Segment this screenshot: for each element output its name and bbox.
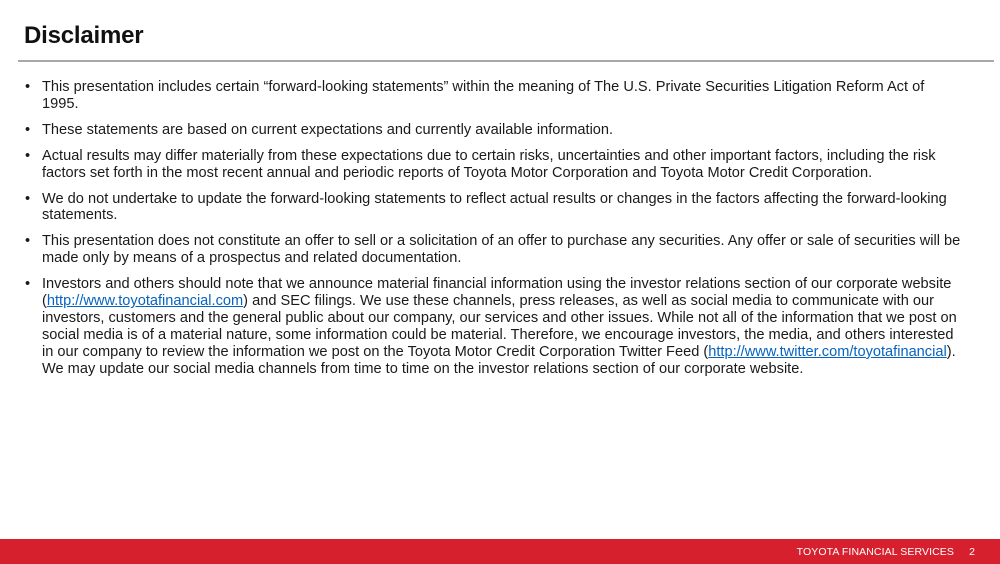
bullet-text-part: ) and SEC filings. We use these channels, press releases, as well as social media to communicate with our investors, customers and the general public about our company, our services and other issues. While not all of the information that we post on social media is of a material nature, some information could be material. Therefore, we encourage investors, the media, and others interested in our company to review the information we post on the Toyota Motor Credit Corporation Twitter Feed ( <box>42 293 957 360</box>
list-item <box>24 276 964 377</box>
disclaimer-list <box>24 79 964 387</box>
page-number: 2 <box>969 546 975 558</box>
bullet-text: We do not undertake to update the forward-looking statements to reflect actual results or changes in the factors affecting the forward-looking statements. <box>42 190 947 224</box>
footer-brand: TOYOTA FINANCIAL SERVICES <box>796 546 954 558</box>
bullet-icon: • <box>25 190 31 207</box>
title-divider <box>18 60 994 62</box>
twitter-feed-link[interactable]: http://www.twitter.com/toyotafinancial <box>708 343 947 360</box>
bullet-icon: • <box>25 79 31 95</box>
bullet-text-part: ). We may update our social media channels from time to time on the investor relations section of our corporate website. <box>42 343 956 377</box>
bullet-icon: • <box>25 233 31 250</box>
bullet-text: These statements are based on current expectations and currently available information. <box>42 121 614 138</box>
toyotafinancial-link[interactable]: http://www.toyotafinancial.com <box>46 293 244 310</box>
bullet-icon: • <box>25 147 31 164</box>
bullet-text: This presentation does not constitute an offer to sell or a solicitation of an offer to purchase any securities. Any offer or sale of securities will be made only by means of a prospectus and related documentation. <box>42 233 961 267</box>
bullet-text-part: Investors and others should note that we announce material financial information using the investor relations section of our corporate website ( <box>42 276 952 310</box>
page-title: Disclaimer <box>24 22 144 49</box>
list-item <box>24 148 964 182</box>
bullet-icon: • <box>25 121 31 138</box>
footer-bar <box>0 539 1000 564</box>
bullet-text: Actual results may differ materially from these expectations due to certain risks, uncertainties and other important factors, including the risk factors set forth in the most recent annual and periodic reports of Toyota Motor Corporation and Toyota Motor Credit Corporation. <box>42 147 936 181</box>
list-item <box>24 233 964 267</box>
list-item <box>24 79 964 113</box>
bullet-icon: • <box>25 276 31 293</box>
list-item <box>24 122 964 139</box>
bullet-text: This presentation includes certain “forward-looking statements” within the meaning of The U.S. Private Securities Litigation Reform Act of 1995. <box>42 79 925 112</box>
list-item <box>24 191 964 225</box>
